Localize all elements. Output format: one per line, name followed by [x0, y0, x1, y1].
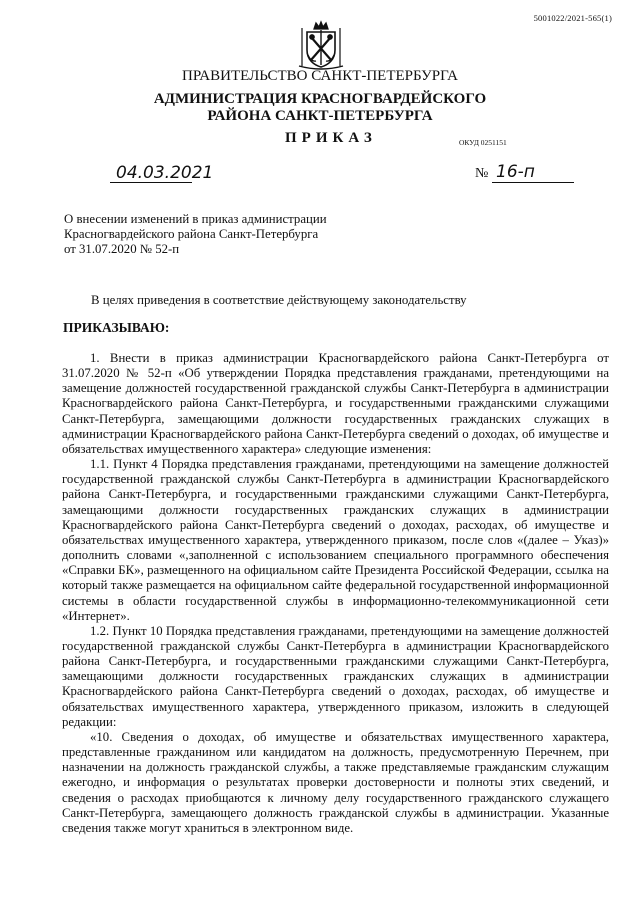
order-body	[62, 351, 609, 836]
number-underline	[492, 182, 574, 183]
number-label: №	[475, 166, 489, 181]
order-heading: ПРИКАЗЫВАЮ:	[63, 320, 170, 335]
order-subject	[64, 212, 327, 257]
paragraph-quoted-point-10: «10. Сведения о доходах, об имуществе и обязательствах имущественного характера, представленные гражданином или кандидатом на должность, предусмотренную Перечнем, при назначении на должность гражданской службы, а также представляемые гражданским служащим ежегодно, и информация о результатах проверки достоверности и полноты этих сведений, и сведения о расходах приобщаются к личному делу государственного гражданского служащего Санкт-Петербурга, замещающего должность гражданской службы в администрации. Указанные сведения также могут храниться в электронном виде.	[62, 729, 609, 835]
subject-line-1: О внесении изменений в приказ администрации	[64, 212, 327, 226]
paragraph-1-2: 1.2. Пункт 10 Порядка представления гражданами, претендующими на замещение должностей государственной гражданской службы Санкт-Петербурга в администрации Красногвардейского района Санкт-Петербурга, и государственными гражданскими служащими Санкт-Петербурга, замещающими должности государственных гражданских служащих в администрации Красногвардейского района Санкт-Петербурга сведений о доходах, расходах, об имуществе и обязательствах имущественного характера, утвержденного приказом, изложить в следующей редакции:	[62, 623, 609, 729]
subject-line-2: Красногвардейского района Санкт-Петербурга	[64, 227, 319, 241]
administration-title	[0, 91, 640, 125]
coat-of-arms-emblem	[298, 20, 344, 70]
date-underline	[110, 182, 192, 183]
paragraph-1-1: 1.1. Пункт 4 Порядка представления гражданами, претендующими на замещение должностей государственной гражданской службы Санкт-Петербурга в администрации Красногвардейского района Санкт-Петербурга, и государственными гражданскими служащими Санкт-Петербурга, замещающими должности государственных гражданских служащих в администрации Красногвардейского района Санкт-Петербурга сведений о доходах, расходах, об имуществе и обязательствах имущественного характера, утвержденного приказом, после слов «(далее – Указ)» дополнить словами «,заполненной с использованием специального программного обеспечения «Справки БК», размещенного на официальном сайте Президента Российской Федерации, ссылка на который также размещается на официальном сайте федеральной государственной информационной системы в области государственной службы в информационно-телекоммуникационной сети «Интернет».	[62, 457, 609, 623]
preamble: В целях приведения в соответствие действующему законодательству	[91, 293, 467, 307]
order-number: 16-п	[496, 162, 535, 182]
okud-code: ОКУД 0251151	[459, 138, 507, 147]
order-date: 04.03.2021	[116, 163, 214, 183]
document-type: ПРИКАЗ	[285, 130, 377, 146]
document-code: 5001022/2021-565(1)	[533, 13, 612, 23]
government-title: ПРАВИТЕЛЬСТВО САНКТ-ПЕТЕРБУРГА	[182, 68, 458, 84]
administration-line-1: АДМИНИСТРАЦИЯ КРАСНОГВАРДЕЙСКОГО	[153, 91, 487, 107]
paragraph-1: 1. Внести в приказ администрации Красногвардейского района Санкт-Петербурга от 31.07.2020 № 52-п «Об утверждении Порядка представления гражданами, претендующими на замещение должностей государственной гражданской службы Санкт-Петербурга в администрации Красногвардейского района Санкт-Петербурга, и государственными гражданскими служащими Санкт-Петербурга, замещающими должности государственных гражданских служащих в администрации Красногвардейского района Санкт-Петербурга сведений о доходах, об имуществе и обязательствах имущественного характера» следующие изменения:	[62, 351, 609, 456]
subject-line-3: от 31.07.2020 № 52-п	[64, 242, 180, 256]
administration-line-2: РАЙОНА САНКТ-ПЕТЕРБУРГА	[207, 108, 433, 124]
